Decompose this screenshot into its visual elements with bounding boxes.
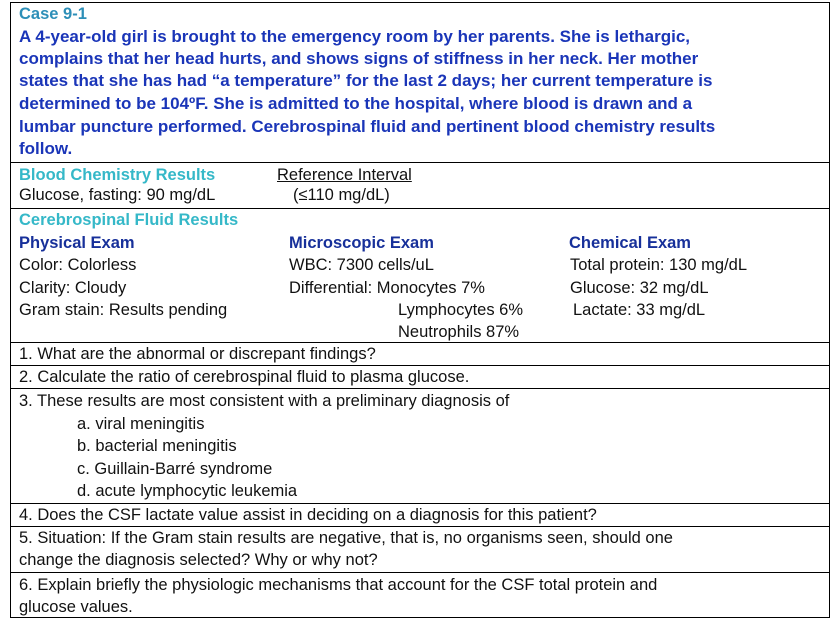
- question-5-line: change the diagnosis selected? Why or why not?: [19, 551, 378, 569]
- chemical-exam-heading: Chemical Exam: [569, 234, 691, 252]
- differential-neutrophils: Neutrophils 87%: [398, 323, 520, 341]
- wbc-value: WBC: 7300 cells/uL: [289, 256, 434, 274]
- blood-glucose-reference: (≤110 mg/dL): [293, 186, 390, 204]
- blood-glucose-value: Glucose, fasting: 90 mg/dL: [19, 186, 216, 204]
- physical-exam-item: Clarity: Cloudy: [19, 279, 127, 297]
- physical-exam-heading: Physical Exam: [19, 234, 135, 252]
- chemical-exam-item: Lactate: 33 mg/dL: [573, 301, 706, 319]
- question-6-row: [11, 573, 829, 619]
- answer-option: d. acute lymphocytic leukemia: [77, 482, 298, 500]
- question-1: 1. What are the abnormal or discrepant findings?: [19, 345, 376, 363]
- case-description-section: [11, 3, 829, 163]
- physical-exam-item: Color: Colorless: [19, 256, 137, 274]
- question-5-row: [11, 527, 829, 573]
- question-5-line: 5. Situation: If the Gram stain results are negative, that is, no organisms seen, should one: [19, 529, 673, 547]
- answer-option: b. bacterial meningitis: [77, 437, 237, 455]
- case-line: complains that her head hurts, and shows signs of stiffness in her neck. Her mother: [19, 49, 699, 68]
- microscopic-exam-heading: Microscopic Exam: [289, 234, 434, 252]
- chemical-exam-item: Total protein: 130 mg/dL: [570, 256, 748, 274]
- case-line: states that she has had “a temperature” for the last 2 days; her current temperature is: [19, 71, 713, 90]
- case-line: A 4-year-old girl is brought to the emergency room by her parents. She is lethargic,: [19, 27, 691, 46]
- case-line: lumbar puncture performed. Cerebrospinal fluid and pertinent blood chemistry results: [19, 117, 716, 136]
- case-title: Case 9-1: [19, 5, 87, 23]
- question-3-row: [11, 389, 829, 504]
- question-4-row: [11, 504, 829, 527]
- case-line: follow.: [19, 139, 73, 158]
- case-study-table: [10, 2, 830, 618]
- question-1-row: [11, 343, 829, 366]
- reference-interval-heading: Reference Interval: [277, 166, 412, 184]
- differential-monocytes: Differential: Monocytes 7%: [289, 279, 485, 297]
- question-4: 4. Does the CSF lactate value assist in deciding on a diagnosis for this patient?: [19, 506, 597, 524]
- question-2-row: [11, 366, 829, 389]
- answer-option: a. viral meningitis: [77, 415, 205, 433]
- csf-heading: Cerebrospinal Fluid Results: [19, 211, 239, 229]
- physical-exam-item: Gram stain: Results pending: [19, 301, 228, 319]
- case-line: determined to be 104ºF. She is admitted to the hospital, where blood is drawn and a: [19, 94, 693, 113]
- answer-option: c. Guillain-Barré syndrome: [77, 460, 273, 478]
- chemical-exam-item: Glucose: 32 mg/dL: [570, 279, 709, 297]
- csf-results-section: [11, 209, 829, 343]
- blood-chemistry-heading: Blood Chemistry Results: [19, 166, 216, 184]
- question-6-line: glucose values.: [19, 598, 133, 616]
- differential-lymphocytes: Lymphocytes 6%: [398, 301, 524, 319]
- question-3: 3. These results are most consistent with a preliminary diagnosis of: [19, 392, 510, 410]
- question-2: 2. Calculate the ratio of cerebrospinal fluid to plasma glucose.: [19, 368, 470, 386]
- question-6-line: 6. Explain briefly the physiologic mechanisms that account for the CSF total protein and: [19, 576, 658, 594]
- blood-chemistry-section: [11, 163, 829, 209]
